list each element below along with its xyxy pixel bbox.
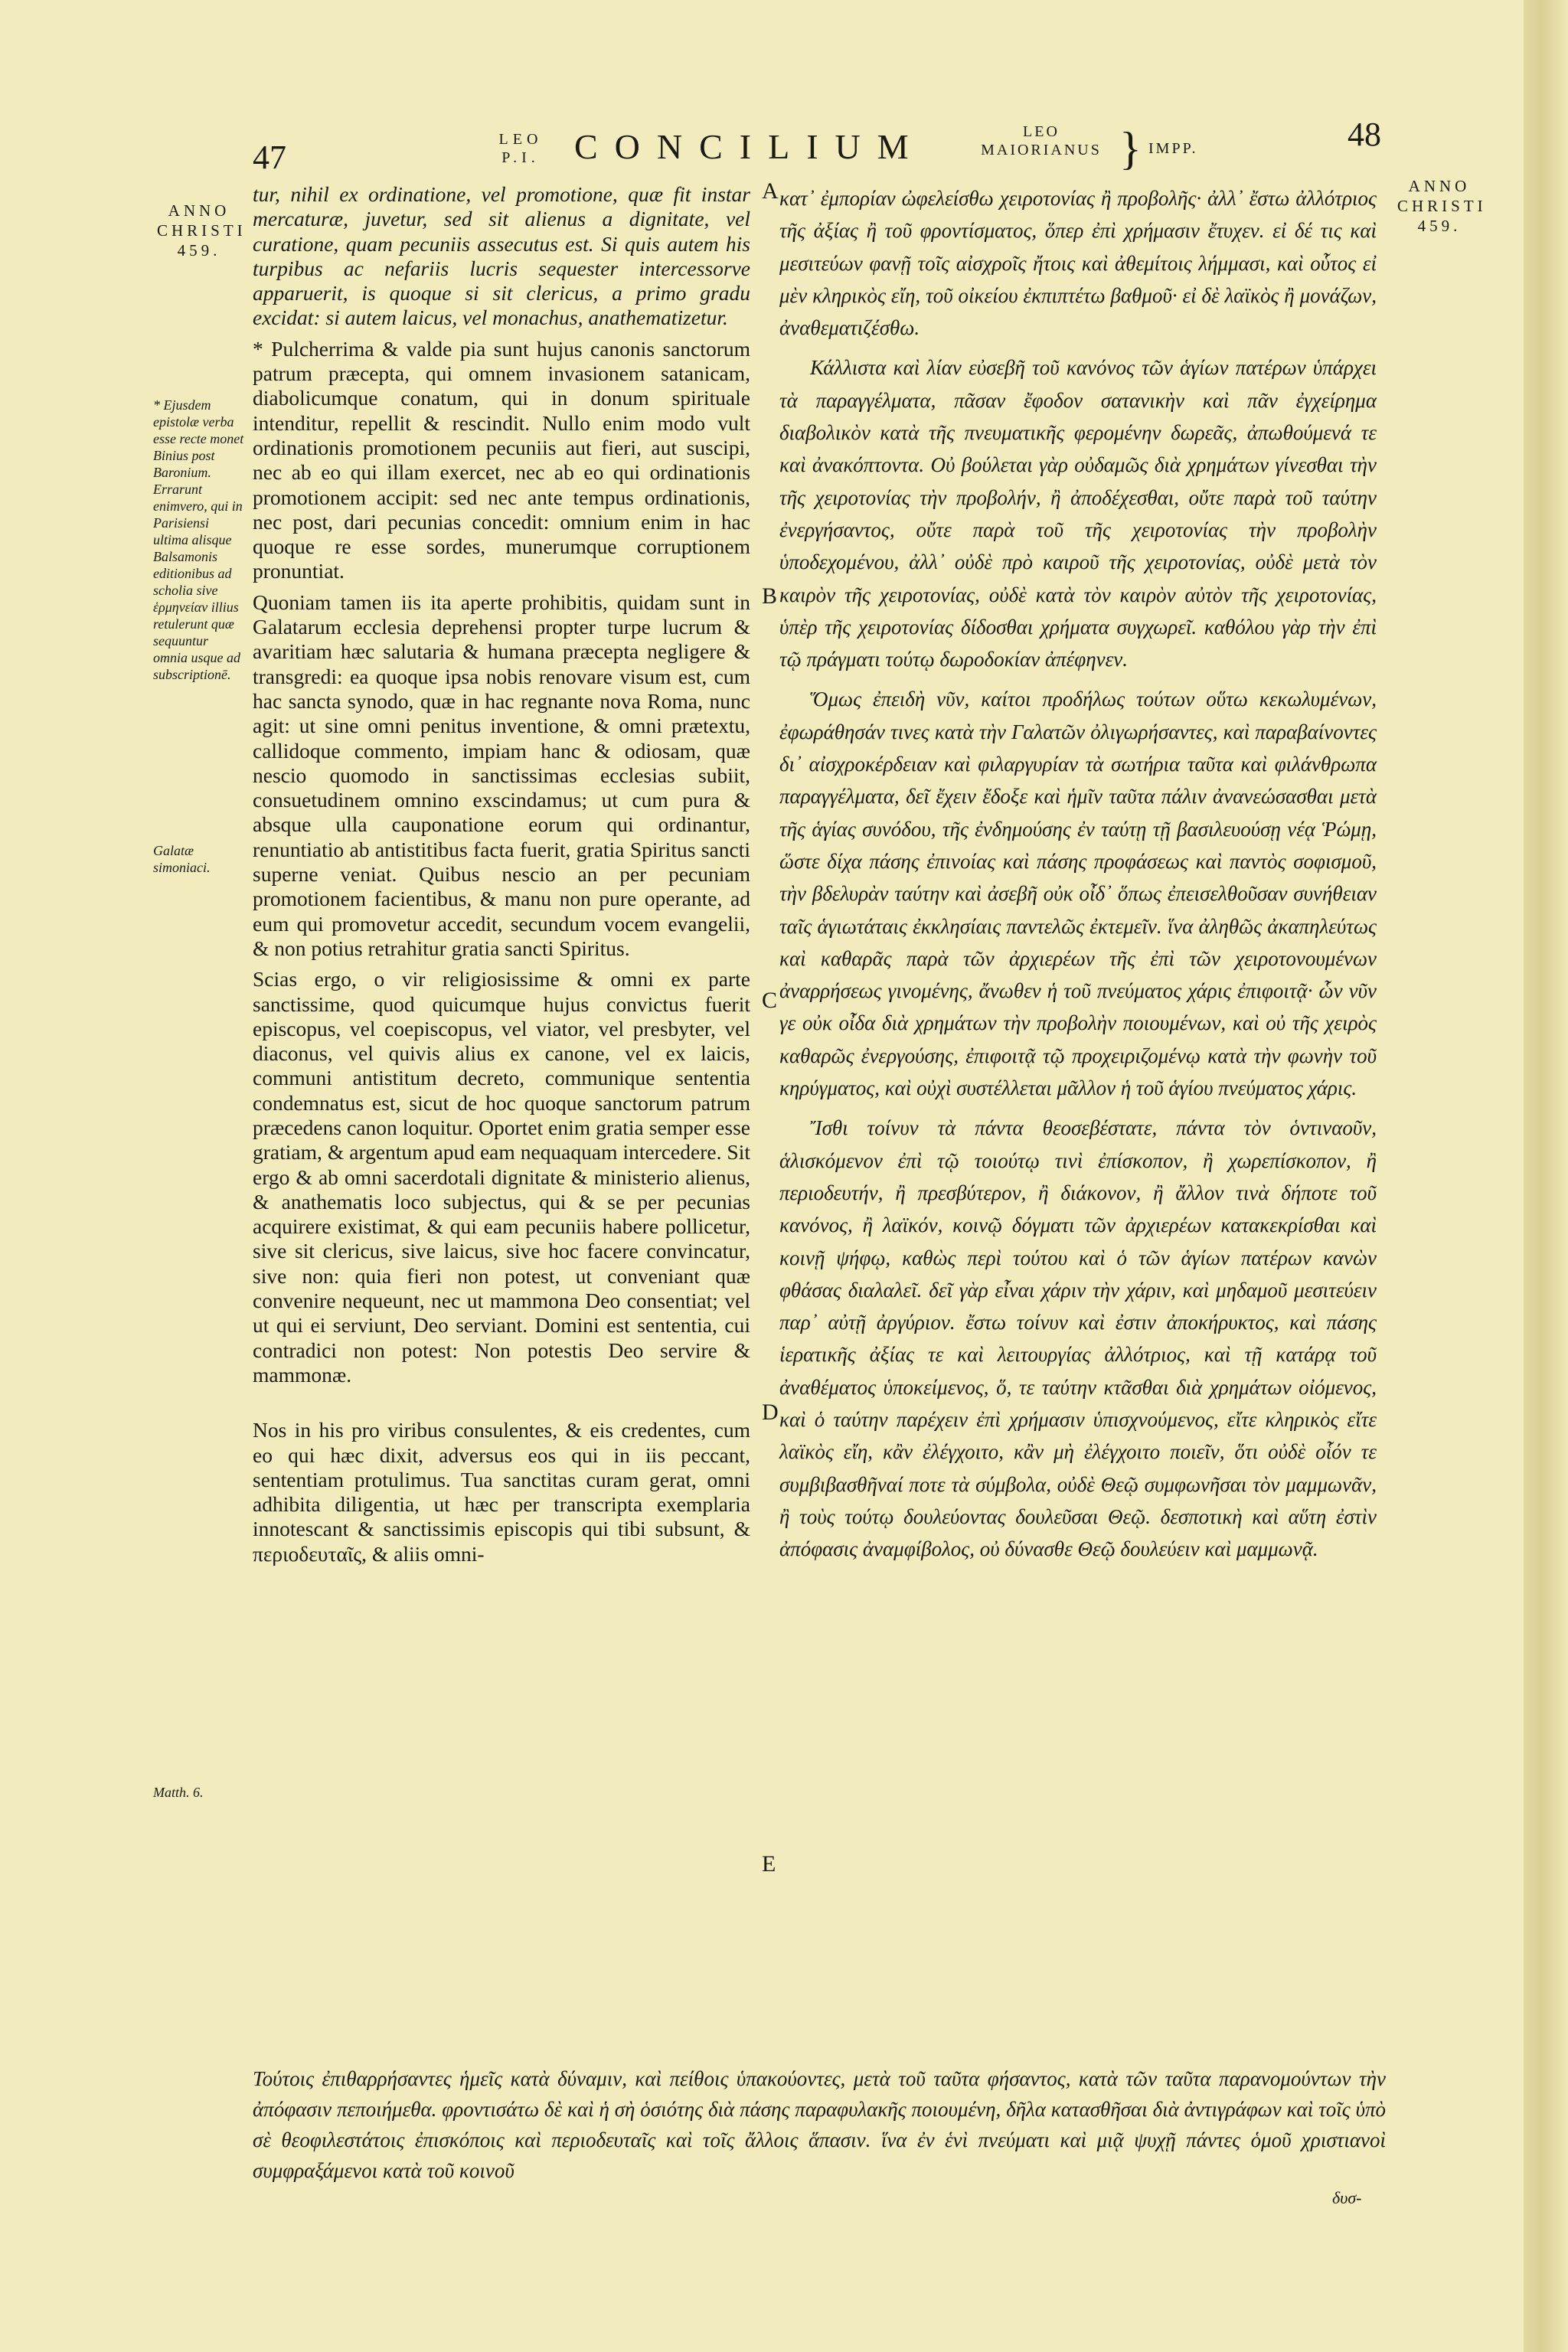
- greek-column: [779, 182, 1377, 1573]
- greek-paragraph: κατ᾽ ἐμπορίαν ὠφελείσθω χειροτονίας ἢ προβολῆς· ἀλλ᾽ ἔστω ἀλλότριος τῆς ἀξίας ἢ τοῦ φροντίσματος, ὅπερ ἐπὶ χρήμασιν ἔτυχεν. εἰ δέ τις καὶ μεσιτεύων φανῇ τοῖς αἰσχροῖς ἤτοις καὶ ἀθεμίτοις λήμμασι, καὶ οὗτος εἰ μὲν κληρικὸς εἴη, τοῦ οἰκείου ἐκπιπτέτω βαθμοῦ· εἰ δὲ λαϊκὸς ἢ μονάζων, ἀναθεματιζέσθω.: [779, 187, 1377, 340]
- greek-paragraph: Ἴσθι τοίνυν τὰ πάντα θεοσεβέστατε, πάντα τὸν ὁντιναοῦν, ἁλισκόμενον ἐπὶ τῷ τοιούτῳ τινὶ ἐπίσκοπον, ἢ χωρεπίσκοπον, ἢ περιοδευτήν, ἢ πρεσβύτερον, ἢ διάκονον, ἢ ἄλλον τινὰ δήποτε τοῦ κανόνος, ἢ λαϊκόν, κοινῷ δόγματι τῶν ἀρχιερέων κατακεκρίσθαι καὶ κοινῇ ψήφῳ, καθὼς περὶ τούτου καὶ ὁ τῶν ἁγίων πατέρων κανὼν φθάσας διαλαλεῖ. δεῖ γὰρ εἶναι χάριν τὴν χάριν, καὶ μηδαμοῦ μεσιτεύειν παρ᾽ αὐτῇ ἀργύριον. ἔστω τοίνυν καὶ ἐστιν ἀποκήρυκτος, καὶ πάσης ἱερατικῆς ἀξίας τε καὶ λειτουργίας ἀλλότριος, καὶ τῇ κατάρᾳ τοῦ ἀναθέματος ὑποκείμενος, ὅ, τε ταύτην κτᾶσθαι διὰ χρημάτων οἰόμενος, καὶ ὁ ταύτην παρέχειν ἐπὶ χρήμασιν ὑπισχνούμενος, εἴτε κληρικὸς εἴτε λαϊκὸς εἴη, κἂν ἐλέγχοιτο, κἂν μὴ ἐλέγχοιτο ποιεῖν, ὅτι οὐδὲ οἷόν τε συμβιβασθῆναί ποτε τὰ σύμβολα, οὐδὲ Θεῷ συμφωνῆσαι τὸν μαμμωνᾶν, ἢ τοὺς τούτῳ δουλεύοντας δουλεῦσαι Θεῷ. δεσποτικὴ καὶ αὕτη ἐστὶν ἀπόφασις ἀναμφίβολος, οὐ δύνασθε Θεῷ δουλεύειν καὶ μαμμωνᾷ.: [779, 1116, 1377, 1561]
- latin-paragraph: * Pulcherrima & valde pia sunt hujus canonis sanctorum patrum præcepta, qui omnem invasionem satanicam, diabolicumque conatum, qui in donum spirituale intenditur, repellit & rescindit. Nullo enim modo vult ordinationis promotionem pecuniis aut fieri, aut suscipi, nec ab eo qui illam exercet, nec ab eo qui ordinationis promotionem accipit: sed nec ante tempus ordinationis, nec post, dari pecunias concedit: omnium enim in hac quoque re esse sordes, munerumque corruptionem pronuntiat.: [253, 336, 750, 583]
- section-letter-d: D: [762, 1400, 779, 1425]
- page-number-right: 48: [1348, 116, 1381, 153]
- greek-paragraph: Ὅμως ἐπειδὴ νῦν, καίτοι προδήλως τούτων οὕτω κεκωλυμένων, ἐφωράθησάν τινες κατὰ τὴν Γαλατῶν ὀλιγωρήσαντες, καὶ παραβαίνοντες δι᾽ αἰσχροκέρδειαν καὶ φιλαργυρίαν τὰ σωτήρια ταῦτα καὶ φιλάνθρωπα παραγγέλματα, δεῖ ἔχειν ἔδοξε καὶ ἡμῖν ταῦτα πάλιν ἀνανεώσασθαι μετὰ τῆς ἁγίας συνόδου, τῆς ἐνδημούσης ἐν ταύτῃ τῇ βασιλευούσῃ νέᾳ Ῥώμῃ, ὥστε δίχα πάσης ἐπινοίας καὶ πάσης προφάσεως καὶ παντὸς σοφισμοῦ, τὴν βδελυρὰν ταύτην καὶ ἀσεβῆ οὐκ οἶδ᾽ ὅπως ἐπεισελθοῦσαν συνήθειαν ταῖς ἁγιωτάταις ἐκκλησίαις παντελῶς ἐκτεμεῖν. ἵνα ἀληθῶς ἀκαπηλεύτως καὶ καθαρᾶς παρὰ τῶν ἀρχιερέων τῆς ἐπὶ τῶν χειροτονουμένων ἀναρρήσεως γινομένης, ἄνωθεν ἡ τοῦ πνεύματος χάρις ἐπιφοιτᾷ· ὧν νῦν γε οὐκ οἶδα διὰ χρημάτων τὴν προβολὴν ποιουμένων, καὶ οὐ τῆς χειρὸς καθαρῶς ἐνεργούσης, ἐπιφοιτᾷ τῷ προχειριζομένῳ κατὰ τὴν φωνὴν τοῦ κηρύγματος, καὶ οὐχὶ συστέλλεται μᾶλλον ἡ τοῦ ἁγίου πνεύματος χάρις.: [779, 688, 1377, 1100]
- latin-paragraph: Quoniam tamen iis ita aperte prohibitis, quidam sunt in Galatarum ecclesia deprehensi propter turpe lucrum & avaritiam hæc salutaria & humana præcepta negligere & transgredi: ea quoque ipsa nobis renovare visum est, cum hac sancta synodo, quæ in hac regnante nova Roma, nunc agit: ut sine omni penitus inventione, & omni prætextu, callidoque commento, impiam hanc & odiosam, quæ nescio quomodo in sanctissimas ecclesias subiit, consuetudinem omnino exscindamus; ut cum pura & absque ulla cauponatione eorum qui ordinantur, renuntiatio ab antistitibus facta fuerit, gratia Spiritus sancti superne veniat. Quibus nescio an per pecuniam promotionem facientibus, & manu non pure operante, ad eum qui promovetur accedit, secundum vocem evangelii, & non potius retrahitur gratia sancti Spiritus.: [253, 590, 750, 960]
- margin-note-ejusdem: * Ejusdem epistolæ verba esse recte monet Binius post Baronium. Errarunt enimvero, qui in Parisiensi ultima alisque Balsamonis editionibus ad scholia sive ἑρμηνείαν illius retulerunt quæ sequuntur omnia usque ad subscriptionē.: [153, 397, 244, 682]
- header-leo-maj-top: LEO: [1023, 123, 1060, 140]
- greek-full-width-paragraph: Τούτοις ἐπιθαρρήσαντες ἡμεῖς κατὰ δύναμιν, καὶ πείθοις ὑπακούοντες, μετὰ τοῦ ταῦτα φήσαντος, κατὰ τῶν ταῦτα παρανομούντων τὴν ἀπόφασιν πεποιήμεθα. φροντισάτω δὲ καὶ ἡ σὴ ὁσιότης διὰ πάσης παραφυλακῆς ποιουμένη, δῆλα κατασθῆσαι διὰ ἀντιγράφων καὶ τοῖς ὑπὸ σὲ θεοφιλεστάτοις ἐπισκόποις καὶ περιοδευταῖς καὶ τοῖς ἄλλοις ἅπασιν. ἵνα ἐν ἑνὶ πνεύματι καὶ μιᾷ ψυχῇ πάντες ὁμοῦ χριστιανοὶ συμφραξάμενοι κατὰ τοῦ κοινοῦ: [253, 2067, 1386, 2182]
- page-gutter: [1524, 0, 1568, 2352]
- header-leo-maj: [965, 122, 1118, 184]
- latin-paragraph: Scias ergo, o vir religiosissime & omni ex parte sanctissime, quod quicumque hujus convictus fuerit episcopus, vel coepiscopus, vel viator, vel presbyter, vel diaconus, vel quivis alius ex canone, vel ex laicis, communi antistitum decreto, communique sententia condemnatus est, sicut de hoc quoque sanctorum patrum præcedens canon loquitur. Oportet enim gratia semper esse gratiam, & argentum apud eam nequaquam intercedere. Sit ergo & ab omni sacerdotali dignitate & ministerio alienus, & anathematis loco subjectus, qui & se per pecunias acquirere existimat, & qui eam pecuniis habere pollicetur, sive sit clericus, sive laicus, sive hoc facere convincatur, sive non: quia fieri non potest, ut conveniant quæ convenire nequeunt, nec ut mammona Deo consentiat; vel ut qui ei serviunt, Deo serviant. Domini est sententia, cui contradici non potest: Non potestis Deo servire & mammonæ.: [253, 967, 750, 1387]
- margin-note-matth: Matth. 6.: [153, 1785, 204, 1800]
- page-number-left: 47: [253, 139, 286, 176]
- header-imperators: IMPP.: [1148, 140, 1198, 157]
- margin-note-galatae: Galatæ simoniaci.: [153, 843, 211, 875]
- anno-christi-left: ANNO CHRISTI 459.: [157, 201, 247, 260]
- header-leo-pi-bottom: P.I.: [501, 149, 540, 166]
- section-letter-a: A: [762, 178, 779, 204]
- section-letter-b: B: [762, 583, 778, 609]
- running-title: CONCILIUM: [574, 127, 926, 166]
- brace-icon: }: [1119, 123, 1142, 174]
- section-letter-c: C: [762, 988, 778, 1013]
- greek-paragraph: Κάλλιστα καὶ λίαν εὐσεβῆ τοῦ κανόνος τῶν ἁγίων πατέρων ὑπάρχει τὰ παραγγέλματα, πᾶσαν ἔφοδον σατανικὴν καὶ πᾶν ἐγχείρημα διαβολικὸν κατὰ τῆς πνευματικῆς φερομένην δωρεᾶς, ἀπωθούμενά τε καὶ ἀνακόπτοντα. Οὐ βούλεται γὰρ οὐδαμῶς διὰ χρημάτων γίνεσθαι τὴν τῆς χειροτονίας τὴν προβολήν, ἢ ἀποδέχεσθαι, οὔτε παρὰ τοῦ ταύτην ἐνεργήσαντος, οὔτε παρὰ τοῦ τῆς χειροτονίας τὴν προβολὴν ὑποδεχομένου, ἀλλ᾽ οὐδὲ πρὸ καιροῦ τῆς χειροτονίας, οὐδὲ μετὰ τὸν καιρὸν τῆς χειροτονίας, οὐδὲ κατὰ τὸν καιρὸν αὐτὸν τῆς χειροτονίας, ὑπὲρ τῆς χειροτονίας δίδοσθαι χρήματα συγχωρεῖ. καθόλου γὰρ τὴν ἐπὶ τῷ πράγματι τούτῳ δωροδοκίαν ἀπέφηνεν.: [779, 356, 1377, 671]
- latin-paragraph: Nos in his pro viribus consulentes, & eis credentes, cum eo qui hæc dixit, adversus eos qui in iis peccant, sententiam protulimus. Tua sanctitas curam gerat, omni adhibita diligentia, ut hæc per transcripta exemplaria innotescant & sanctissimis episcopis qui tibi subsunt, & περιοδευταῖς, & aliis omni-: [253, 1418, 750, 1566]
- section-letter-e: E: [762, 1851, 776, 1877]
- catchword: δυσ-: [1332, 2188, 1362, 2207]
- latin-column: [253, 182, 750, 1573]
- anno-christi-right: ANNO CHRISTI 459.: [1397, 177, 1487, 235]
- header-leo-pi-top: LEO: [498, 131, 543, 148]
- header-leo-maj-bottom: MAIORIANUS: [981, 142, 1102, 158]
- latin-paragraph: tur, nihil ex ordinatione, vel promotione, quæ fit instar mercaturæ, juvetur, sed sit alienus a dignitate, vel curatione, quam pecuniis assecutus est. Si quis autem his turpibus ac nefariis lucris sequester intercessorve apparuerit, is quoque si sit clericus, a primo gradu excidat: si autem laicus, vel monachus, anathematizetur.: [253, 182, 750, 330]
